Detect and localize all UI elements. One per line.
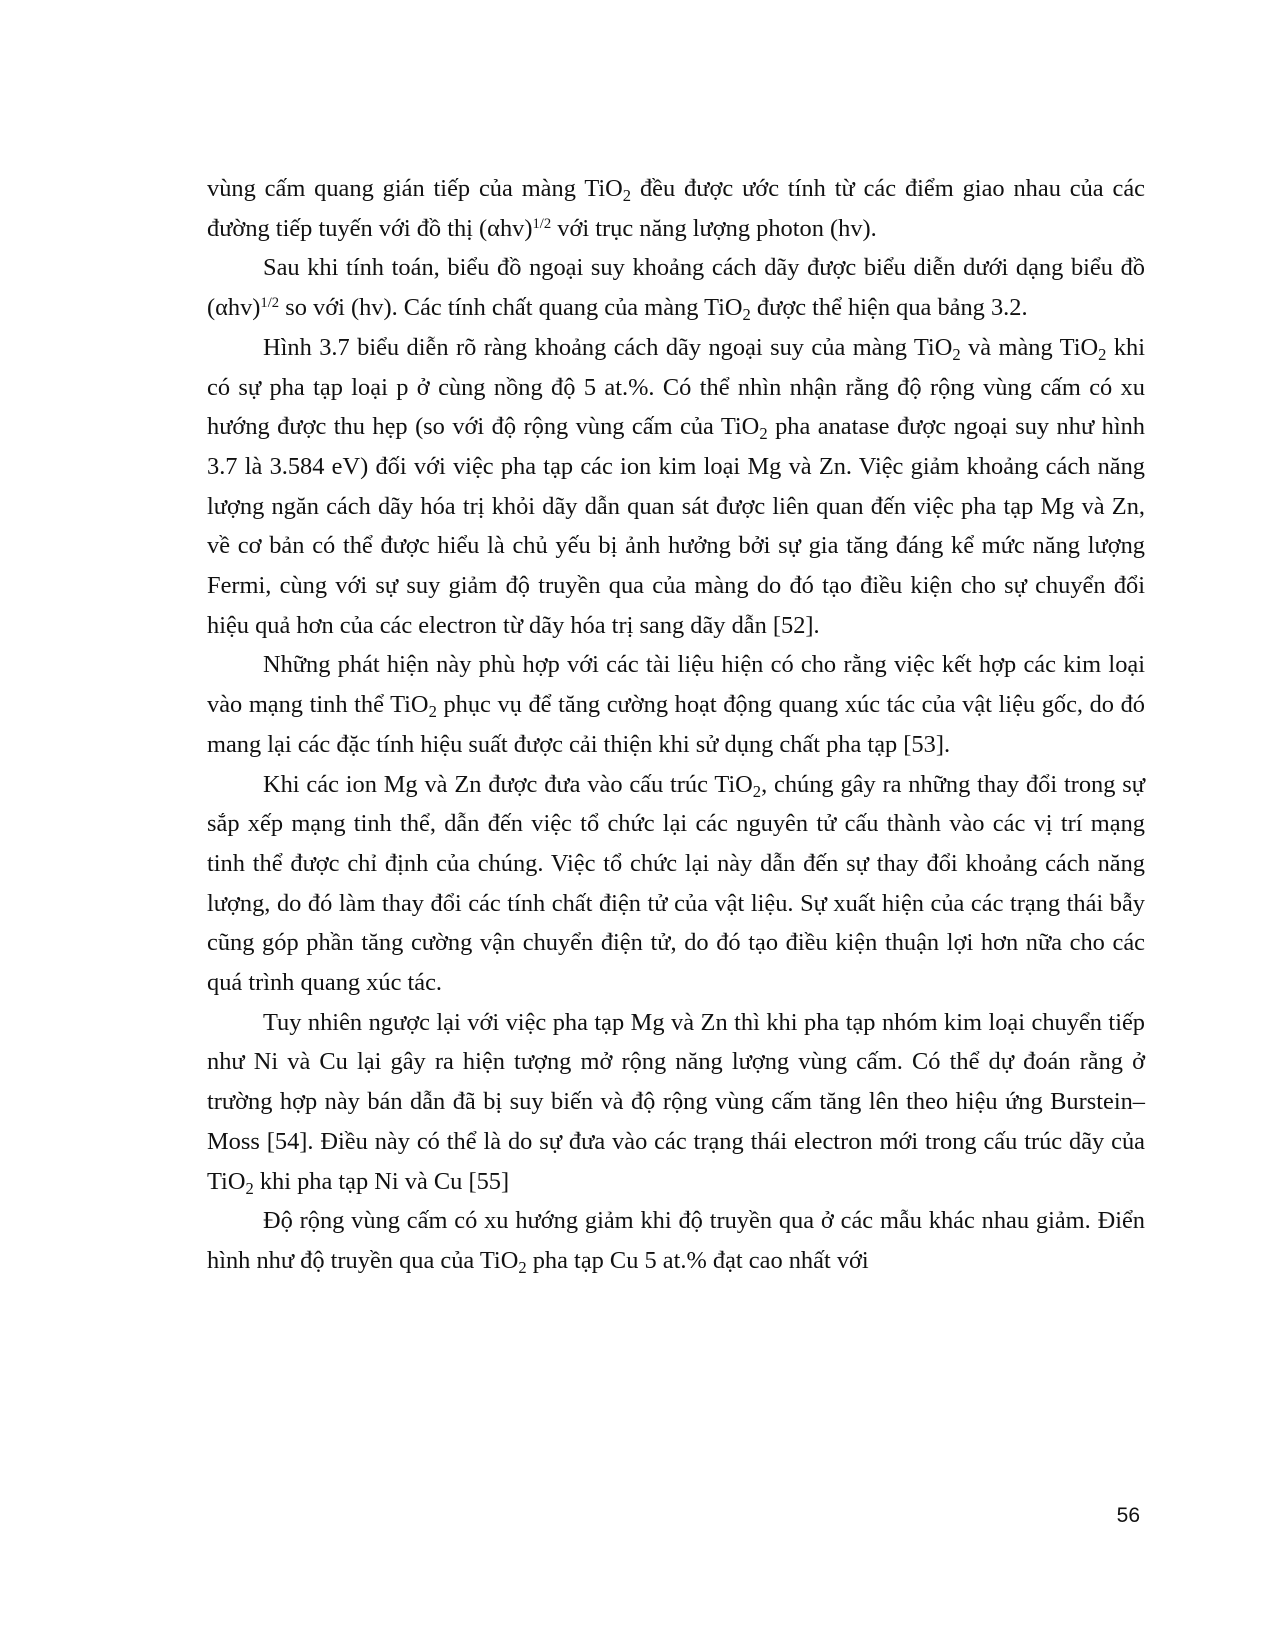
text-run: Độ rộng vùng cấm có xu hướng giảm khi độ truyền qua ở các mẫu khác nhau giảm. Điển hình như độ truyền qua của TiO bbox=[207, 1207, 1145, 1274]
subscript: 2 bbox=[1098, 344, 1107, 364]
text-run: pha tạp Cu 5 at.% đạt cao nhất với bbox=[526, 1246, 869, 1274]
subscript: 2 bbox=[518, 1257, 527, 1277]
body-paragraph bbox=[207, 1201, 1145, 1280]
body-paragraph bbox=[207, 1003, 1145, 1202]
body-paragraph bbox=[207, 248, 1145, 327]
subscript: 2 bbox=[428, 702, 437, 722]
text-run: Tuy nhiên ngược lại với việc pha tạp Mg và Zn thì khi pha tạp nhóm kim loại chuyển tiếp như Ni và Cu lại gây ra hiện tượng mở rộng năng lượng vùng cấm. Có thể dự đoán rằng ở trường hợp này bán dẫn đã bị suy biến và độ rộng vùng cấm tăng lên theo hiệu ứng Burstein–Moss [54]. Điều này có thể là do sự đưa vào các trạng thái electron mới trong cấu trúc dãy của TiO bbox=[207, 1008, 1145, 1195]
text-run: được thể hiện qua bảng 3.2. bbox=[750, 294, 1028, 322]
text-run: Những phát hiện này phù hợp với các tài liệu hiện có cho rằng việc kết hợp các kim loại vào mạng tinh thể TiO bbox=[207, 651, 1145, 719]
text-run: khi có sự pha tạp loại p ở cùng nồng độ 5 at.%. Có thể nhìn nhận rằng độ rộng vùng cấm có xu hướng được thu hẹp (so với độ rộng vùng cấm của TiO bbox=[207, 333, 1146, 441]
text-run: so với (hv). Các tính chất quang của màng TiO bbox=[279, 294, 743, 322]
page-number: 56 bbox=[1116, 1504, 1140, 1527]
text-run: Hình 3.7 biểu diễn rõ ràng khoảng cách dãy ngoại suy của màng TiO bbox=[263, 333, 953, 361]
subscript: 2 bbox=[245, 1178, 254, 1198]
text-run: Khi các ion Mg và Zn được đưa vào cấu trúc TiO bbox=[263, 770, 753, 798]
body-paragraph bbox=[207, 169, 1145, 248]
subscript: 2 bbox=[952, 344, 961, 364]
subscript: 2 bbox=[742, 305, 751, 325]
text-run: pha anatase được ngoại suy như hình 3.7 là 3.584 eV) đối với việc pha tạp các ion kim loại Mg và Zn. Việc giảm khoảng cách năng lượng ngăn cách dãy hóa trị khỏi dãy dẫn quan sát được liên quan đến việc pha tạp Mg và Zn, về cơ bản có thể được hiểu là chủ yếu bị ảnh hưởng bởi sự gia tăng đáng kể mức năng lượng Fermi, cùng với sự suy giảm độ truyền qua của màng do đó tạo điều kiện cho sự chuyển đổi hiệu quả hơn của các electron từ dãy hóa trị sang dãy dẫn [52]. bbox=[207, 413, 1145, 639]
page-body bbox=[207, 169, 1145, 1281]
text-run: khi pha tạp Ni và Cu [55] bbox=[253, 1167, 510, 1195]
superscript: 1/2 bbox=[260, 295, 280, 312]
text-run: đều được ước tính từ các điểm giao nhau của các đường tiếp tuyến với đồ thị (αhv) bbox=[207, 175, 1145, 242]
text-run: vùng cấm quang gián tiếp của màng TiO bbox=[207, 175, 623, 202]
text-run: và màng TiO bbox=[960, 333, 1099, 361]
text-run: với trục năng lượng photon (hv). bbox=[551, 214, 877, 242]
text-run: , chúng gây ra những thay đổi trong sự sắp xếp mạng tinh thể, dẫn đến việc tổ chức lại các nguyên tử cấu thành vào các vị trí mạng tinh thể được chỉ định của chúng. Việc tổ chức lại này dẫn đến sự thay đổi khoảng cách năng lượng, do đó làm thay đổi các tính chất điện tử của vật liệu. Sự xuất hiện của các trạng thái bẫy cũng góp phần tăng cường vận chuyển điện tử, do đó tạo điều kiện thuận lợi hơn nữa cho các quá trình quang xúc tác. bbox=[207, 770, 1145, 997]
text-run: phục vụ để tăng cường hoạt động quang xúc tác của vật liệu gốc, do đó mang lại các đặc tính hiệu suất được cải thiện khi sử dụng chất pha tạp [53]. bbox=[207, 691, 1145, 758]
body-paragraph bbox=[207, 645, 1145, 764]
subscript: 2 bbox=[759, 424, 768, 444]
subscript: 2 bbox=[752, 781, 762, 801]
body-paragraph bbox=[207, 765, 1145, 1003]
superscript: 1/2 bbox=[532, 215, 552, 232]
subscript: 2 bbox=[622, 185, 632, 205]
text-run: Sau khi tính toán, biểu đồ ngoại suy khoảng cách dãy được biểu diễn dưới dạng biểu đồ (αhv) bbox=[207, 254, 1145, 322]
body-paragraph bbox=[207, 328, 1145, 646]
